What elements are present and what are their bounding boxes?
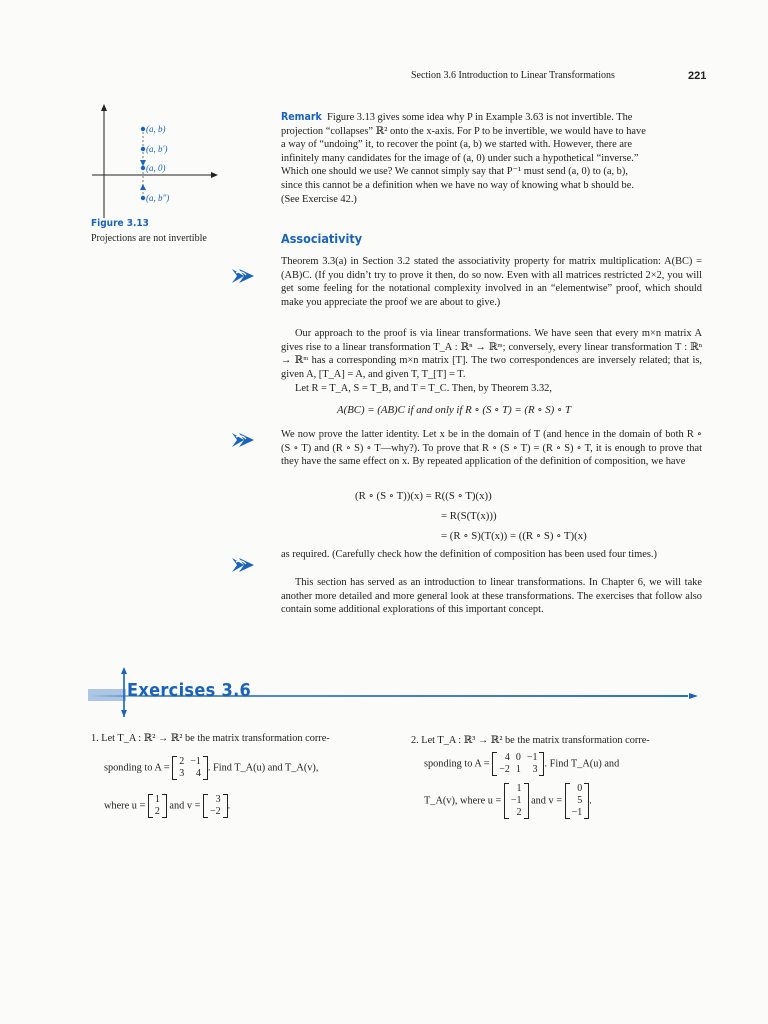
paragraph-text: We now prove the latter identity. Let x be in the domain of T (and hence in the domain of both R ∘ (S ∘ T) and (R ∘ S) ∘ T—why?). To prove that R ∘ (S ∘ T) = (R ∘ S) ∘ T, it is enough to prove that they have the same effect on x. By repeated application of the definition of composition, we have bbox=[281, 429, 702, 468]
figure-3-13-projection-diagram bbox=[88, 102, 228, 222]
matrix-entry: 1 bbox=[516, 783, 522, 794]
associativity-paragraph-3 bbox=[281, 382, 702, 396]
vector-v bbox=[203, 794, 228, 818]
matrix-entry: −2 bbox=[209, 806, 221, 817]
associativity-paragraph-6 bbox=[281, 576, 702, 617]
remark-label: Remark bbox=[281, 111, 322, 123]
matrix-entry: 1 bbox=[154, 794, 160, 805]
exercise-1-line-1: 1. Let T_A : ℝ² → ℝ² be the matrix transformation corre- bbox=[91, 733, 330, 744]
matrix-entry: 5 bbox=[577, 795, 583, 806]
matrix-entry: 0 bbox=[577, 783, 583, 794]
remark-line: Figure 3.13 gives some idea why P in Example 3.63 is not invertible. The bbox=[327, 112, 633, 123]
paragraph-text: Theorem 3.3(a) in Section 3.2 stated the associativity property for matrix multiplication: A(BC) = (AB)C. (If you didn’t try to prove it then, do so now. Even with all matrices restricted 2×2, you will get some feeling for the notational complexity involved in an “elementwise” proof, which should make you appreciate the proof we are about to give.) bbox=[281, 256, 702, 308]
remark-paragraph bbox=[281, 111, 702, 206]
text: . Find T_A(u) and bbox=[544, 758, 620, 770]
equation-iff: A(BC) = (AB)C if and only if R ∘ (S ∘ T) = (R ∘ S) ∘ T bbox=[337, 404, 571, 416]
margin-arrow-icon bbox=[230, 266, 256, 286]
running-header bbox=[411, 70, 707, 82]
text: sponding to A = bbox=[424, 758, 490, 770]
margin-arrow-icon bbox=[230, 430, 256, 450]
associativity-paragraph-4 bbox=[281, 428, 702, 469]
matrix-entry: −1 bbox=[510, 795, 522, 806]
text: and v = bbox=[169, 800, 201, 812]
remark-line: infinitely many candidates for the image of (a, 0) under such a hypothetical “inverse.” bbox=[281, 152, 639, 164]
vector-u bbox=[504, 783, 529, 819]
matrix-entry: 2 bbox=[154, 806, 160, 817]
page-number: 221 bbox=[688, 70, 707, 82]
figure-caption-title: Figure 3.13 bbox=[91, 218, 149, 229]
remark-line: Which one should we use? We cannot simply say that P⁻¹ must send (a, 0) to (a, b), bbox=[281, 166, 628, 178]
matrix-entry: −1 bbox=[526, 752, 538, 763]
matrix-entry: 4 bbox=[504, 752, 510, 763]
paragraph-text: as required. (Carefully check how the definition of composition has been used four times.) bbox=[281, 549, 657, 560]
matrix-entry: −2 bbox=[499, 764, 510, 775]
matrix-entry: 4 bbox=[195, 768, 201, 779]
text: T_A(v), where u = bbox=[424, 795, 502, 807]
matrix-entry: −1 bbox=[190, 756, 201, 767]
associativity-paragraph-5 bbox=[281, 548, 702, 562]
matrix-entry: −1 bbox=[571, 807, 583, 818]
text: . bbox=[227, 800, 231, 812]
point-label: (a, b″) bbox=[146, 193, 170, 203]
remark-line: projection “collapses” ℝ² onto the x-axis. For P to be invertible, we would have to have bbox=[281, 125, 646, 137]
point-label: (a, b′) bbox=[146, 144, 168, 154]
exercise-1-line-3 bbox=[104, 794, 230, 818]
matrix-entry: 3 bbox=[215, 794, 221, 805]
figure-caption-text: Projections are not invertible bbox=[91, 233, 207, 244]
associativity-paragraph-2 bbox=[281, 327, 702, 381]
exercise-2-line-1: 2. Let T_A : ℝ³ → ℝ² be the matrix transformation corre- bbox=[411, 735, 650, 746]
matrix-entry: 2 bbox=[179, 756, 185, 767]
associativity-heading: Associativity bbox=[281, 231, 363, 246]
remark-line: (See Exercise 42.) bbox=[281, 193, 357, 205]
matrix-entry: 0 bbox=[515, 752, 521, 763]
vector-u bbox=[148, 794, 167, 818]
matrix-entry: 3 bbox=[532, 764, 538, 775]
margin-arrow-icon bbox=[230, 555, 256, 575]
matrix-entry: 2 bbox=[516, 807, 522, 818]
vector-v bbox=[565, 783, 590, 819]
text: and v = bbox=[531, 795, 563, 807]
exercise-2-line-3 bbox=[424, 783, 592, 819]
paragraph-text: This section has served as an introduction to linear transformations. In Chapter 6, we will take another more detailed and more general look at these transformations. The exercises that follow also contain some additional explorations of this important concept. bbox=[281, 577, 702, 616]
exercise-2-line-2 bbox=[424, 752, 619, 776]
remark-line: since this cannot be a definition when we have no way of knowing what b should be. bbox=[281, 179, 634, 191]
text: . bbox=[589, 795, 592, 807]
text: . Find T_A(u) and T_A(v), bbox=[207, 762, 319, 774]
exercise-1-line-2 bbox=[104, 756, 318, 780]
remark-line: a way of “undoing” it, to recover the point (a, b) we started with. However, there are bbox=[281, 139, 632, 151]
point-label: (a, b) bbox=[146, 124, 166, 134]
matrix-entry: 1 bbox=[515, 764, 521, 775]
equation-line-3: = (R ∘ S)(T(x)) = ((R ∘ S) ∘ T)(x) bbox=[441, 530, 587, 542]
point-label: (a, 0) bbox=[146, 163, 166, 173]
section-title: Section 3.6 Introduction to Linear Transformations bbox=[411, 70, 615, 81]
associativity-paragraph-1 bbox=[281, 255, 702, 309]
equation-line-1: (R ∘ (S ∘ T))(x) = R((S ∘ T)(x)) bbox=[355, 490, 492, 502]
equation-line-2: = R(S(T(x))) bbox=[441, 510, 497, 522]
matrix-entry: 3 bbox=[179, 768, 185, 779]
matrix-a bbox=[172, 756, 208, 780]
text: where u = bbox=[104, 800, 146, 812]
matrix-a bbox=[492, 752, 544, 776]
text: sponding to A = bbox=[104, 762, 170, 774]
paragraph-text: Our approach to the proof is via linear transformations. We have seen that every m×n matrix A gives rise to a linear transformation T_A : ℝⁿ → ℝᵐ; conversely, every linear transformation T : ℝⁿ → ℝᵐ has a corresponding m×n matrix [T]. The two correspondences are inversely related; that is, given A, [T_A] = A, and given T, T_[T] = T. bbox=[281, 328, 702, 380]
paragraph-text: Let R = T_A, S = T_B, and T = T_C. Then, by Theorem 3.32, bbox=[295, 383, 552, 394]
exercises-title: Exercises 3.6 bbox=[127, 680, 252, 701]
